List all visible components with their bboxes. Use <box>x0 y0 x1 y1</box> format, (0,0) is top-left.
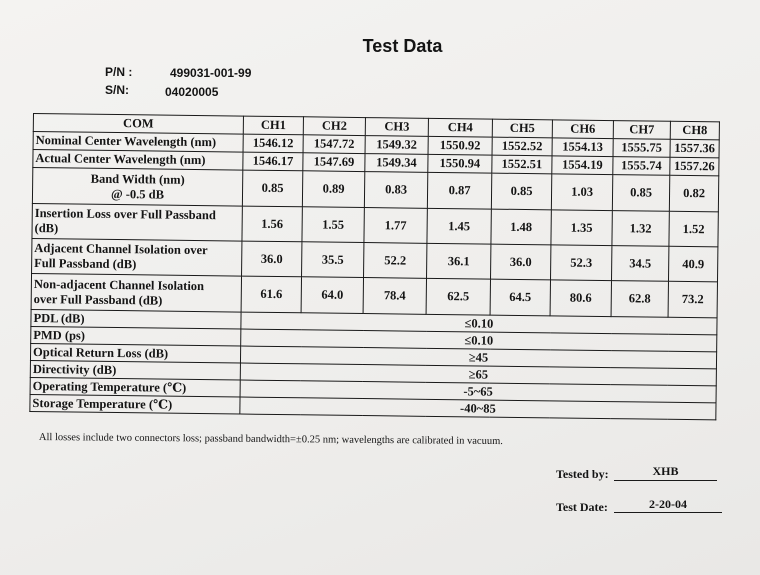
table-cell: 1546.17 <box>243 152 303 171</box>
table-cell: 1549.34 <box>365 154 428 173</box>
test-date-line <box>614 512 722 513</box>
test-data-table <box>29 113 720 420</box>
table-cell: 1.55 <box>302 207 364 243</box>
table-cell: 1550.92 <box>428 136 492 155</box>
table-cell: 36.0 <box>242 241 302 277</box>
table-cell: 0.82 <box>669 175 718 212</box>
common-value: ≤0.10 <box>241 312 717 335</box>
channel-header: CH7 <box>613 121 670 140</box>
table-cell: 0.85 <box>491 173 551 210</box>
table-cell: 1.45 <box>427 208 491 244</box>
table-cell: 1557.36 <box>670 139 719 158</box>
table-cell: 0.85 <box>612 175 669 212</box>
common-value: ≥45 <box>240 346 716 369</box>
row-label-line: Full Passband (dB) <box>34 256 137 272</box>
table-cell: 1.35 <box>551 210 612 246</box>
common-value: -40~85 <box>240 397 716 420</box>
channel-header: CH5 <box>492 119 552 138</box>
row-label <box>31 273 241 312</box>
table-cell: 34.5 <box>611 246 668 282</box>
table-cell: 1552.52 <box>492 137 552 156</box>
common-value: ≥65 <box>240 363 716 386</box>
table-cell: 62.5 <box>426 278 490 315</box>
table-cell: 1547.72 <box>303 135 365 154</box>
document-title: Test Data <box>362 36 443 56</box>
test-date-label: Test Date: <box>556 500 608 514</box>
row-label <box>32 168 242 207</box>
row-label: PMD (ps) <box>31 326 241 346</box>
table-cell: 1.03 <box>551 174 612 211</box>
table-cell: 1549.32 <box>365 136 428 155</box>
table-cell: 36.0 <box>491 244 551 280</box>
table-cell: 80.6 <box>550 280 611 317</box>
table-cell: 64.0 <box>301 277 363 314</box>
row-label-line: Non-adjacent Channel Isolation <box>33 276 205 293</box>
row-label: PDL (dB) <box>31 309 241 329</box>
channel-header: CH1 <box>243 116 303 135</box>
table-cell: 0.89 <box>302 171 364 208</box>
table-cell: 0.83 <box>364 172 427 209</box>
table-cell: 36.1 <box>427 243 491 279</box>
channel-header: CH2 <box>303 117 365 136</box>
table-cell: 52.3 <box>551 245 612 281</box>
table-cell: 78.4 <box>363 278 426 315</box>
table-cell: 1552.51 <box>492 155 552 174</box>
table-cell: 1555.74 <box>613 157 670 176</box>
row-label: Actual Center Wavelength (nm) <box>33 150 243 171</box>
table-cell: 1.48 <box>491 209 551 245</box>
row-label-line: Band Width (nm) <box>90 171 185 187</box>
table-cell: 64.5 <box>490 279 550 316</box>
channel-header: CH4 <box>428 118 492 137</box>
table-cell: 73.2 <box>668 281 717 318</box>
channel-header: CH8 <box>670 121 719 140</box>
row-label: Optical Return Loss (dB) <box>30 343 240 363</box>
corner-header: COM <box>33 114 243 135</box>
channel-header: CH3 <box>365 118 428 137</box>
row-label <box>32 238 242 276</box>
row-label-line: over Full Passband (dB) <box>33 291 163 308</box>
common-value: -5~65 <box>240 380 716 403</box>
row-label-line: @ -0.5 dB <box>110 186 165 202</box>
test-date-value: 2-20-04 <box>649 497 687 511</box>
table-cell: 52.2 <box>364 243 427 279</box>
row-label: Nominal Center Wavelength (nm) <box>33 132 243 153</box>
table-cell: 1550.94 <box>428 154 492 173</box>
common-value: ≤0.10 <box>241 329 717 352</box>
row-label <box>32 203 242 241</box>
table-cell: 1.52 <box>669 211 718 247</box>
part-number-value: 499031-001-99 <box>170 66 252 80</box>
serial-number-value: 04020005 <box>165 85 219 99</box>
serial-number-label: S/N: <box>105 83 129 97</box>
table-cell: 35.5 <box>302 242 364 278</box>
table-cell: 61.6 <box>241 276 301 313</box>
row-label-line: Insertion Loss over Full Passband <box>34 206 216 223</box>
row-label-line: (dB) <box>34 221 59 236</box>
row-label: Operating Temperature (℃) <box>30 377 240 397</box>
channel-header: CH6 <box>552 120 613 139</box>
table-cell: 0.85 <box>242 170 302 207</box>
row-label: Directivity (dB) <box>30 360 240 380</box>
row-label: Storage Temperature (℃) <box>30 394 240 414</box>
table-cell: 1555.75 <box>613 139 670 158</box>
table-cell: 1.77 <box>364 208 427 244</box>
table-cell: 1547.69 <box>303 153 365 172</box>
table-cell: 1.56 <box>242 206 302 242</box>
table-cell: 1546.12 <box>243 134 303 153</box>
tested-by-label: Tested by: <box>556 467 609 481</box>
part-number-label: P/N : <box>105 65 133 79</box>
table-cell: 0.87 <box>427 172 491 209</box>
footnote: All losses include two connectors loss; passband bandwidth=±0.25 nm; wavelengths are calibrated in vacuum. <box>38 432 503 448</box>
table-cell: 1557.26 <box>670 157 719 176</box>
row-label-line: Adjacent Channel Isolation over <box>34 241 208 258</box>
tested-by-value: XHB <box>652 464 679 478</box>
tested-by-line <box>614 480 717 481</box>
table-cell: 1554.19 <box>552 156 613 175</box>
table-cell: 62.8 <box>611 281 668 318</box>
table-cell: 1.32 <box>612 211 669 247</box>
table-cell: 40.9 <box>668 246 717 282</box>
table-cell: 1554.13 <box>552 138 613 157</box>
